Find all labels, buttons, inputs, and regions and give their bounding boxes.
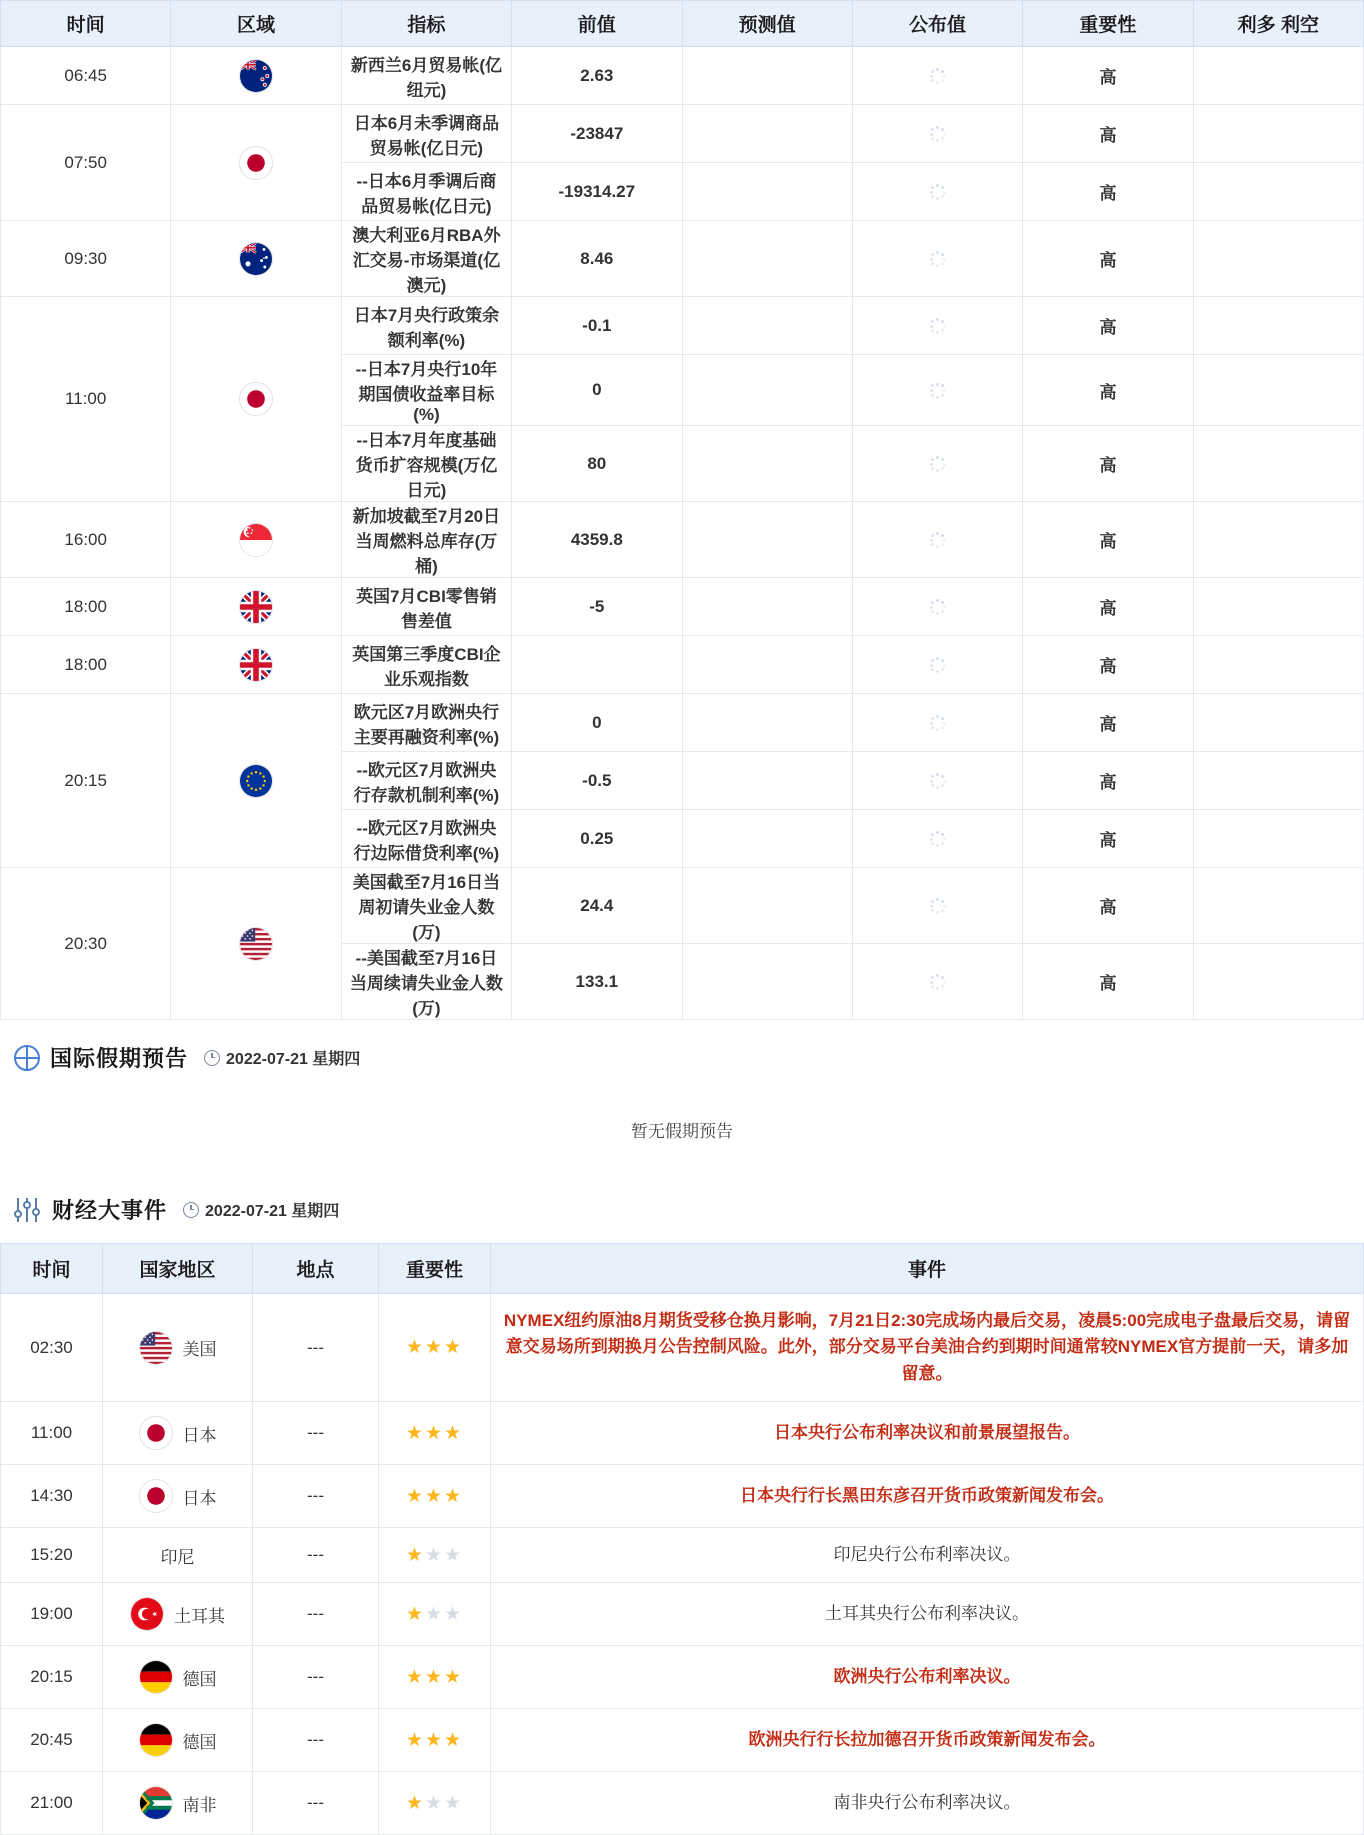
importance-stars	[406, 1604, 463, 1625]
cell-importance: 高	[1023, 810, 1193, 868]
country-label: 美国	[182, 1340, 217, 1360]
importance-stars	[406, 1793, 463, 1814]
loading-spinner-icon	[929, 973, 947, 991]
flag-jp-icon	[139, 1416, 173, 1450]
cell-effect	[1193, 47, 1363, 105]
cell-event-importance	[379, 1294, 491, 1402]
cell-event-text: 日本央行公布利率决议和前景展望报告。	[491, 1402, 1364, 1465]
flag-gb-icon	[239, 590, 273, 624]
star-icon: ★	[444, 1337, 464, 1359]
flag-eu-icon	[239, 764, 273, 798]
cell-previous: 0	[512, 355, 682, 426]
cell-event-importance	[379, 1709, 491, 1772]
cell-indicator[interactable]: 日本6月未季调商品贸易帐(亿日元)	[341, 105, 511, 163]
cell-importance: 高	[1023, 752, 1193, 810]
cell-region	[171, 105, 341, 221]
cell-event-place: ---	[253, 1646, 379, 1709]
col-importance: 重要性	[1023, 1, 1193, 47]
cell-indicator[interactable]: --日本7月年度基础货币扩容规模(万亿日元)	[341, 426, 511, 502]
cell-importance: 高	[1023, 868, 1193, 944]
star-icon: ★	[405, 1544, 425, 1566]
cell-previous: -5	[512, 578, 682, 636]
cell-importance: 高	[1023, 694, 1193, 752]
importance-stars	[406, 1545, 463, 1566]
star-icon: ★	[424, 1337, 445, 1359]
cell-forecast	[682, 502, 852, 578]
star-icon: ★	[444, 1792, 464, 1814]
cell-effect	[1193, 163, 1363, 221]
cell-effect	[1193, 105, 1363, 163]
cell-region	[171, 297, 341, 502]
col-published: 公布值	[852, 1, 1022, 47]
cell-forecast	[682, 426, 852, 502]
cell-event-text: 土耳其央行公布利率决议。	[491, 1583, 1364, 1646]
ev-col-event: 事件	[491, 1244, 1364, 1294]
holiday-date-text: 2022-07-21 星期四	[226, 1051, 361, 1068]
cell-forecast	[682, 355, 852, 426]
country-label: 日本	[182, 1488, 217, 1508]
cell-region	[171, 694, 341, 868]
cell-indicator[interactable]: 日本7月央行政策余额利率(%)	[341, 297, 511, 355]
ev-col-place: 地点	[253, 1244, 379, 1294]
cell-effect	[1193, 502, 1363, 578]
clock-icon	[204, 1050, 220, 1066]
cell-event-importance	[379, 1646, 491, 1709]
cell-event-time: 19:00	[1, 1583, 103, 1646]
events-section-date	[183, 1198, 339, 1221]
events-table	[0, 1243, 1364, 1835]
cell-previous: 133.1	[512, 944, 682, 1020]
star-icon: ★	[424, 1666, 445, 1688]
star-icon: ★	[424, 1422, 445, 1444]
cell-published	[852, 578, 1022, 636]
calendar-header-row	[1, 1, 1364, 47]
table-row	[1, 105, 1364, 163]
cell-effect	[1193, 426, 1363, 502]
cell-event-place: ---	[253, 1709, 379, 1772]
star-icon: ★	[424, 1485, 445, 1507]
cell-indicator[interactable]: 新西兰6月贸易帐(亿纽元)	[341, 47, 511, 105]
cell-published	[852, 636, 1022, 694]
flag-nz-icon	[239, 59, 273, 93]
holiday-section-title: 国际假期预告	[50, 1046, 189, 1071]
col-indicator: 指标	[341, 1, 511, 47]
cell-event-country	[103, 1528, 253, 1583]
cell-event-place: ---	[253, 1294, 379, 1402]
cell-event-country	[103, 1465, 253, 1528]
star-icon: ★	[405, 1729, 425, 1751]
cell-event-place: ---	[253, 1772, 379, 1835]
table-row	[1, 868, 1364, 944]
table-row	[1, 297, 1364, 355]
cell-time: 18:00	[1, 636, 171, 694]
cell-forecast	[682, 868, 852, 944]
country-label: 印尼	[160, 1547, 195, 1567]
events-header-row	[1, 1244, 1364, 1294]
flag-de-icon	[139, 1660, 173, 1694]
table-row	[1, 636, 1364, 694]
cell-published	[852, 694, 1022, 752]
col-previous: 前值	[512, 1, 682, 47]
cell-event-importance	[379, 1402, 491, 1465]
cell-event-country	[103, 1402, 253, 1465]
table-row	[1, 578, 1364, 636]
table-row	[1, 694, 1364, 752]
cell-effect	[1193, 578, 1363, 636]
cell-previous	[512, 636, 682, 694]
cell-indicator[interactable]: 澳大利亚6月RBA外汇交易-市场渠道(亿澳元)	[341, 221, 511, 297]
cell-forecast	[682, 636, 852, 694]
cell-published	[852, 426, 1022, 502]
cell-event-text: 欧洲央行公布利率决议。	[491, 1646, 1364, 1709]
cell-effect	[1193, 944, 1363, 1020]
cell-event-country	[103, 1646, 253, 1709]
cell-region	[171, 47, 341, 105]
loading-spinner-icon	[929, 598, 947, 616]
holiday-section-header	[0, 1020, 1364, 1091]
cell-event-place: ---	[253, 1402, 379, 1465]
globe-icon	[14, 1045, 40, 1071]
cell-time: 11:00	[1, 297, 171, 502]
star-icon: ★	[444, 1729, 464, 1751]
cell-importance: 高	[1023, 221, 1193, 297]
cell-indicator[interactable]: 新加坡截至7月20日当周燃料总库存(万桶)	[341, 502, 511, 578]
flag-sg-icon	[239, 523, 273, 557]
flag-us-icon	[239, 927, 273, 961]
cell-event-country	[103, 1709, 253, 1772]
loading-spinner-icon	[929, 382, 947, 400]
cell-importance: 高	[1023, 355, 1193, 426]
loading-spinner-icon	[929, 656, 947, 674]
cell-forecast	[682, 694, 852, 752]
flag-jp-icon	[139, 1479, 173, 1513]
cell-importance: 高	[1023, 502, 1193, 578]
loading-spinner-icon	[929, 67, 947, 85]
cell-indicator[interactable]: --日本7月央行10年期国债收益率目标(%)	[341, 355, 511, 426]
col-region: 区域	[171, 1, 341, 47]
cell-effect	[1193, 810, 1363, 868]
cell-event-importance	[379, 1528, 491, 1583]
loading-spinner-icon	[929, 531, 947, 549]
cell-forecast	[682, 944, 852, 1020]
table-row	[1, 1528, 1364, 1583]
cell-time: 20:15	[1, 694, 171, 868]
cell-published	[852, 502, 1022, 578]
star-icon: ★	[405, 1603, 425, 1625]
cell-indicator[interactable]: --欧元区7月欧洲央行边际借贷利率(%)	[341, 810, 511, 868]
cell-forecast	[682, 297, 852, 355]
cell-importance: 高	[1023, 47, 1193, 105]
col-effect: 利多 利空	[1193, 1, 1363, 47]
table-row	[1, 1294, 1364, 1402]
cell-effect	[1193, 221, 1363, 297]
sliders-icon	[14, 1198, 42, 1222]
cell-importance: 高	[1023, 636, 1193, 694]
star-icon: ★	[444, 1485, 464, 1507]
events-section-title: 财经大事件	[52, 1198, 168, 1223]
cell-region	[171, 868, 341, 1020]
cell-region	[171, 502, 341, 578]
events-date-text: 2022-07-21 星期四	[205, 1203, 340, 1220]
cell-published	[852, 810, 1022, 868]
ev-col-country: 国家地区	[103, 1244, 253, 1294]
country-label: 土耳其	[174, 1606, 225, 1626]
cell-event-time: 20:15	[1, 1646, 103, 1709]
cell-indicator[interactable]: --美国截至7月16日当周续请失业金人数(万)	[341, 944, 511, 1020]
cell-importance: 高	[1023, 163, 1193, 221]
cell-event-time: 15:20	[1, 1528, 103, 1583]
star-icon: ★	[405, 1792, 425, 1814]
cell-previous: 80	[512, 426, 682, 502]
flag-jp-icon	[239, 146, 273, 180]
clock-icon	[183, 1202, 199, 1218]
cell-event-text: 南非央行公布利率决议。	[491, 1772, 1364, 1835]
cell-region	[171, 636, 341, 694]
flag-us-icon	[139, 1331, 173, 1365]
flag-de-icon	[139, 1723, 173, 1757]
cell-indicator[interactable]: 英国第三季度CBI企业乐观指数	[341, 636, 511, 694]
cell-previous: 2.63	[512, 47, 682, 105]
importance-stars	[406, 1486, 463, 1507]
star-icon: ★	[405, 1666, 425, 1688]
holiday-empty-note: 暂无假期预告	[631, 1122, 733, 1141]
cell-importance: 高	[1023, 297, 1193, 355]
cell-event-importance	[379, 1465, 491, 1528]
cell-event-time: 02:30	[1, 1294, 103, 1402]
cell-region	[171, 221, 341, 297]
flag-jp-icon	[239, 382, 273, 416]
importance-stars	[406, 1423, 463, 1444]
importance-stars	[406, 1667, 463, 1688]
col-time: 时间	[1, 1, 171, 47]
cell-time: 18:00	[1, 578, 171, 636]
cell-event-importance	[379, 1772, 491, 1835]
cell-published	[852, 105, 1022, 163]
cell-region	[171, 578, 341, 636]
flag-au-icon	[239, 242, 273, 276]
events-section-header	[0, 1172, 1364, 1243]
cell-event-place: ---	[253, 1465, 379, 1528]
cell-event-time: 21:00	[1, 1772, 103, 1835]
ev-col-importance: 重要性	[379, 1244, 491, 1294]
country-label: 德国	[182, 1732, 217, 1752]
cell-event-place: ---	[253, 1583, 379, 1646]
cell-event-country	[103, 1772, 253, 1835]
cell-previous: -19314.27	[512, 163, 682, 221]
cell-importance: 高	[1023, 105, 1193, 163]
loading-spinner-icon	[929, 830, 947, 848]
table-row	[1, 1646, 1364, 1709]
cell-effect	[1193, 355, 1363, 426]
cell-previous: -0.1	[512, 297, 682, 355]
cell-event-country	[103, 1294, 253, 1402]
cell-effect	[1193, 694, 1363, 752]
cell-event-time: 14:30	[1, 1465, 103, 1528]
importance-stars	[406, 1337, 463, 1358]
cell-published	[852, 163, 1022, 221]
cell-forecast	[682, 221, 852, 297]
table-row	[1, 1583, 1364, 1646]
cell-forecast	[682, 578, 852, 636]
cell-previous: 0	[512, 694, 682, 752]
star-icon: ★	[444, 1666, 464, 1688]
flag-tr-icon	[130, 1597, 164, 1631]
loading-spinner-icon	[929, 125, 947, 143]
cell-previous: -23847	[512, 105, 682, 163]
star-icon: ★	[424, 1792, 445, 1814]
loading-spinner-icon	[929, 250, 947, 268]
table-row	[1, 1402, 1364, 1465]
cell-indicator[interactable]: --日本6月季调后商品贸易帐(亿日元)	[341, 163, 511, 221]
star-icon: ★	[444, 1603, 464, 1625]
loading-spinner-icon	[929, 772, 947, 790]
cell-time: 20:30	[1, 868, 171, 1020]
cell-effect	[1193, 752, 1363, 810]
star-icon: ★	[424, 1729, 445, 1751]
cell-previous: -0.5	[512, 752, 682, 810]
cell-event-importance	[379, 1583, 491, 1646]
star-icon: ★	[405, 1422, 425, 1444]
cell-published	[852, 944, 1022, 1020]
star-icon: ★	[424, 1603, 445, 1625]
cell-importance: 高	[1023, 944, 1193, 1020]
cell-forecast	[682, 47, 852, 105]
table-row	[1, 1772, 1364, 1835]
star-icon: ★	[405, 1337, 425, 1359]
cell-effect	[1193, 868, 1363, 944]
cell-event-text: NYMEX纽约原油8月期货受移仓换月影响，7月21日2:30完成场内最后交易，凌晨5:00完成电子盘最后交易，请留意交易场所到期换月公告控制风险。此外，部分交易平台美油合约到期时间通常较NYMEX官方提前一天，请多加留意。	[491, 1294, 1364, 1402]
flag-za-icon	[139, 1786, 173, 1820]
cell-forecast	[682, 810, 852, 868]
loading-spinner-icon	[929, 455, 947, 473]
cell-published	[852, 47, 1022, 105]
loading-spinner-icon	[929, 317, 947, 335]
star-icon: ★	[444, 1422, 464, 1444]
cell-time: 09:30	[1, 221, 171, 297]
loading-spinner-icon	[929, 714, 947, 732]
cell-effect	[1193, 636, 1363, 694]
cell-event-time: 20:45	[1, 1709, 103, 1772]
table-row	[1, 47, 1364, 105]
holiday-section-date	[204, 1046, 360, 1069]
cell-previous: 0.25	[512, 810, 682, 868]
cell-forecast	[682, 752, 852, 810]
cell-importance: 高	[1023, 578, 1193, 636]
country-label: 日本	[182, 1425, 217, 1445]
cell-event-time: 11:00	[1, 1402, 103, 1465]
cell-indicator[interactable]: --欧元区7月欧洲央行存款机制利率(%)	[341, 752, 511, 810]
cell-effect	[1193, 297, 1363, 355]
cell-forecast	[682, 105, 852, 163]
table-row	[1, 1465, 1364, 1528]
cell-published	[852, 297, 1022, 355]
col-forecast: 预测值	[682, 1, 852, 47]
star-icon: ★	[444, 1544, 464, 1566]
cell-published	[852, 752, 1022, 810]
cell-time: 07:50	[1, 105, 171, 221]
importance-stars	[406, 1730, 463, 1751]
cell-indicator[interactable]: 美国截至7月16日当周初请失业金人数(万)	[341, 868, 511, 944]
cell-previous: 8.46	[512, 221, 682, 297]
ev-col-time: 时间	[1, 1244, 103, 1294]
table-row	[1, 221, 1364, 297]
cell-published	[852, 868, 1022, 944]
cell-time: 16:00	[1, 502, 171, 578]
cell-forecast	[682, 163, 852, 221]
loading-spinner-icon	[929, 183, 947, 201]
loading-spinner-icon	[929, 897, 947, 915]
cell-event-text: 欧洲央行行长拉加德召开货币政策新闻发布会。	[491, 1709, 1364, 1772]
star-icon: ★	[424, 1544, 445, 1566]
cell-event-place: ---	[253, 1528, 379, 1583]
star-icon: ★	[405, 1485, 425, 1507]
cell-indicator[interactable]: 英国7月CBI零售销售差值	[341, 578, 511, 636]
country-label: 德国	[182, 1669, 217, 1689]
cell-event-country	[103, 1583, 253, 1646]
cell-published	[852, 355, 1022, 426]
cell-previous: 24.4	[512, 868, 682, 944]
flag-gb-icon	[239, 648, 273, 682]
table-row	[1, 502, 1364, 578]
table-row	[1, 1709, 1364, 1772]
cell-time: 06:45	[1, 47, 171, 105]
country-label: 南非	[182, 1795, 217, 1815]
cell-published	[852, 221, 1022, 297]
cell-indicator[interactable]: 欧元区7月欧洲央行主要再融资利率(%)	[341, 694, 511, 752]
cell-event-text: 日本央行行长黑田东彦召开货币政策新闻发布会。	[491, 1465, 1364, 1528]
cell-event-text: 印尼央行公布利率决议。	[491, 1528, 1364, 1583]
cell-previous: 4359.8	[512, 502, 682, 578]
cell-importance: 高	[1023, 426, 1193, 502]
